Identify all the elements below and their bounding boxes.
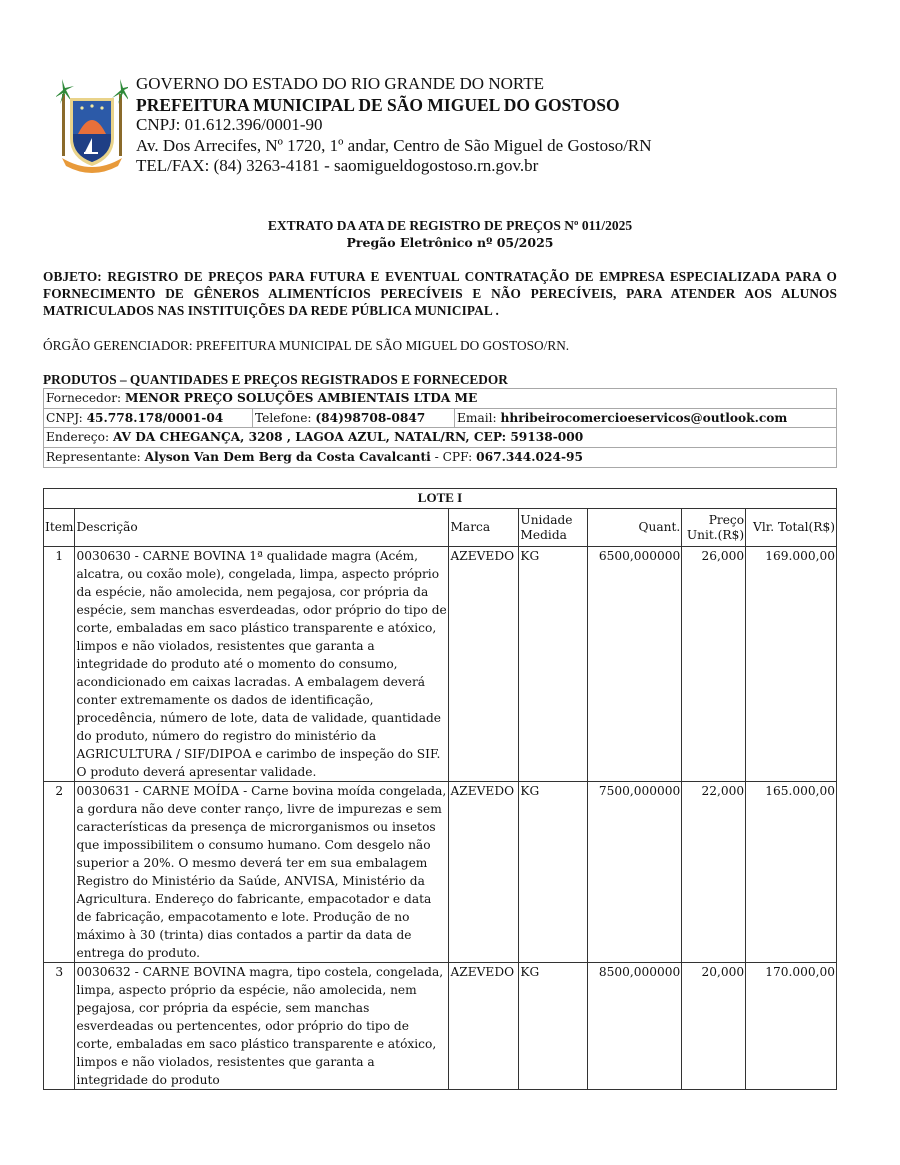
table-row	[44, 547, 837, 782]
extrato-title: EXTRATO DA ATA DE REGISTRO DE PREÇOS Nº 011/2025	[267, 218, 633, 233]
endereco-label: Endereço:	[46, 430, 113, 444]
document-title	[0, 217, 900, 251]
telefone-label: Telefone:	[255, 410, 316, 425]
col-header-unidade	[519, 509, 588, 547]
supplier-row-contacts	[44, 409, 836, 429]
lote-items-table	[43, 488, 837, 1090]
item-unidade: KG	[519, 782, 588, 963]
endereco-value: AV DA CHEGANÇA, 3208 , LAGOA AZUL, NATAL/RN, CEP: 59138-000	[112, 430, 584, 444]
email-label: Email:	[457, 410, 501, 425]
letterhead	[56, 74, 756, 184]
item-quant: 8500,000000	[588, 963, 682, 1090]
item-description: 0030632 - CARNE BOVINA magra, tipo costela, congelada, limpa, aspecto próprio da espécie, não amolecida, nem pegajosa, cor própria da espécie, sem manchas esverdeadas ou pertencentes, odor próprio do tipo de corte, embaladas em saco plástico transparente e atóxico, limpos e não violados, resistentes que garanta a integridade do produto	[75, 963, 449, 1090]
cpf-value: 067.344.024-95	[476, 449, 583, 464]
item-total: 169.000,00	[746, 547, 837, 782]
representante-value: Alyson Van Dem Berg da Costa Cavalcanti	[144, 449, 431, 464]
item-number: 2	[44, 782, 75, 963]
item-preco: 20,000	[682, 963, 746, 1090]
objeto-paragraph: OBJETO: REGISTRO DE PREÇOS PARA FUTURA E EVENTUAL CONTRATAÇÃO DE EMPRESA ESPECIALIZADA PARA O FORNECIMENTO DE GÊNEROS ALIMENTÍCIOS PERECÍVEIS E NÃO PERECÍVEIS, PARA ATENDER AOS ALUNOS MATRICULADOS NAS INSTITUIÇÕES DA REDE PÚBLICA MUNICIPAL .	[43, 269, 837, 318]
letterhead-text	[136, 74, 652, 177]
produtos-section-title: PRODUTOS – QUANTIDADES E PREÇOS REGISTRADOS E FORNECEDOR	[43, 372, 508, 387]
cnpj-label: CNPJ:	[46, 410, 87, 425]
table-row	[44, 963, 837, 1090]
municipality-address: Av. Dos Arrecifes, Nº 1720, 1º andar, Centro de São Miguel de Gostoso/RN	[136, 135, 652, 155]
representante-label: Representante:	[46, 449, 145, 464]
item-description: 0030631 - CARNE MOÍDA - Carne bovina moída congelada, a gordura não deve conter ranço, livre de impurezas e sem características da presença de microrganismos ou insetos que impossibilitem o consumo humano. Com desgelo não superior a 20%. O mesmo deverá ter em sua embalagem Registro do Ministério da Saúde, ANVISA, Ministério da Agricultura. Endereço do fabricante, empacotador e data de fabricação, empacotamento e lote. Produção de no máximo à 30 (trinta) dias contados a partir da data de entrega do produto.	[75, 782, 449, 963]
item-total: 165.000,00	[746, 782, 837, 963]
col-header-preco-line2: Unit.(R$)	[686, 527, 745, 542]
table-row	[44, 782, 837, 963]
item-preco: 26,000	[682, 547, 746, 782]
col-header-unidade-line2: Medida	[520, 527, 567, 542]
fornecedor-label: Fornecedor:	[46, 391, 125, 405]
municipality-cnpj: CNPJ: 01.612.396/0001-90	[136, 115, 323, 134]
col-header-unidade-line1: Unidade	[520, 512, 573, 527]
col-header-total: Vlr. Total(R$)	[746, 509, 837, 547]
lote-title: LOTE I	[44, 489, 837, 509]
item-unidade: KG	[519, 963, 588, 1090]
supplier-row-endereco	[44, 428, 836, 448]
item-unidade: KG	[519, 547, 588, 782]
telefone-value: (84)98708-0847	[315, 410, 426, 425]
item-description: 0030630 - CARNE BOVINA 1ª qualidade magra (Acém, alcatra, ou coxão mole), congelada, limpa, aspecto próprio da espécie, não amolecida, nem pegajosa, cor própria da espécie, sem manchas esverdeadas, odor próprio do tipo de corte, embaladas em saco plástico transparente e atóxico, limpos e não violados, resistentes que garanta a integridade do produto até o momento do consumo, acondicionado em caixas lacradas. A embalagem deverá conter extremamente os dados de identificação, procedência, número de lote, data de validade, quantidade do produto, número do registro do ministério da AGRICULTURA / SIF/DIPOA e carimbo de inspeção do SIF. O produto deverá apresentar validade.	[75, 547, 449, 782]
item-marca: AZEVEDO	[449, 782, 519, 963]
supplier-row-representante	[44, 448, 836, 468]
item-preco: 22,000	[682, 782, 746, 963]
cnpj-value: 45.778.178/0001-04	[86, 410, 224, 425]
supplier-info-table	[43, 388, 837, 468]
fornecedor-value: MENOR PREÇO SOLUÇÕES AMBIENTAIS LTDA ME	[125, 391, 478, 405]
supplier-row-fornecedor	[44, 389, 836, 409]
orgao-gerenciador: ÓRGÃO GERENCIADOR: PREFEITURA MUNICIPAL DE SÃO MIGUEL DO GOSTOSO/RN.	[43, 338, 570, 353]
col-header-quant: Quant.	[588, 509, 682, 547]
item-marca: AZEVEDO	[449, 963, 519, 1090]
col-header-descricao: Descrição	[75, 509, 449, 547]
municipality-name: PREFEITURA MUNICIPAL DE SÃO MIGUEL DO GOSTOSO	[136, 94, 620, 115]
item-quant: 6500,000000	[588, 547, 682, 782]
item-number: 1	[44, 547, 75, 782]
coat-of-arms-logo-icon	[56, 76, 128, 176]
state-government-line: GOVERNO DO ESTADO DO RIO GRANDE DO NORTE	[136, 74, 544, 93]
col-header-marca: Marca	[449, 509, 519, 547]
item-marca: AZEVEDO	[449, 547, 519, 782]
cpf-label: - CPF:	[430, 449, 477, 464]
item-number: 3	[44, 963, 75, 1090]
table-header-row	[44, 509, 837, 547]
municipality-contact: TEL/FAX: (84) 3263-4181 - saomigueldogostoso.rn.gov.br	[136, 156, 539, 175]
col-header-preco-line1: Preço	[708, 512, 745, 527]
email-value: hhribeirocomercioeservicos@outlook.com	[500, 410, 788, 425]
lote-title-row	[44, 489, 837, 509]
col-header-item: Item	[44, 509, 75, 547]
item-total: 170.000,00	[746, 963, 837, 1090]
col-header-preco	[682, 509, 746, 547]
item-quant: 7500,000000	[588, 782, 682, 963]
pregao-subtitle: Pregão Eletrônico nº 05/2025	[346, 235, 554, 250]
